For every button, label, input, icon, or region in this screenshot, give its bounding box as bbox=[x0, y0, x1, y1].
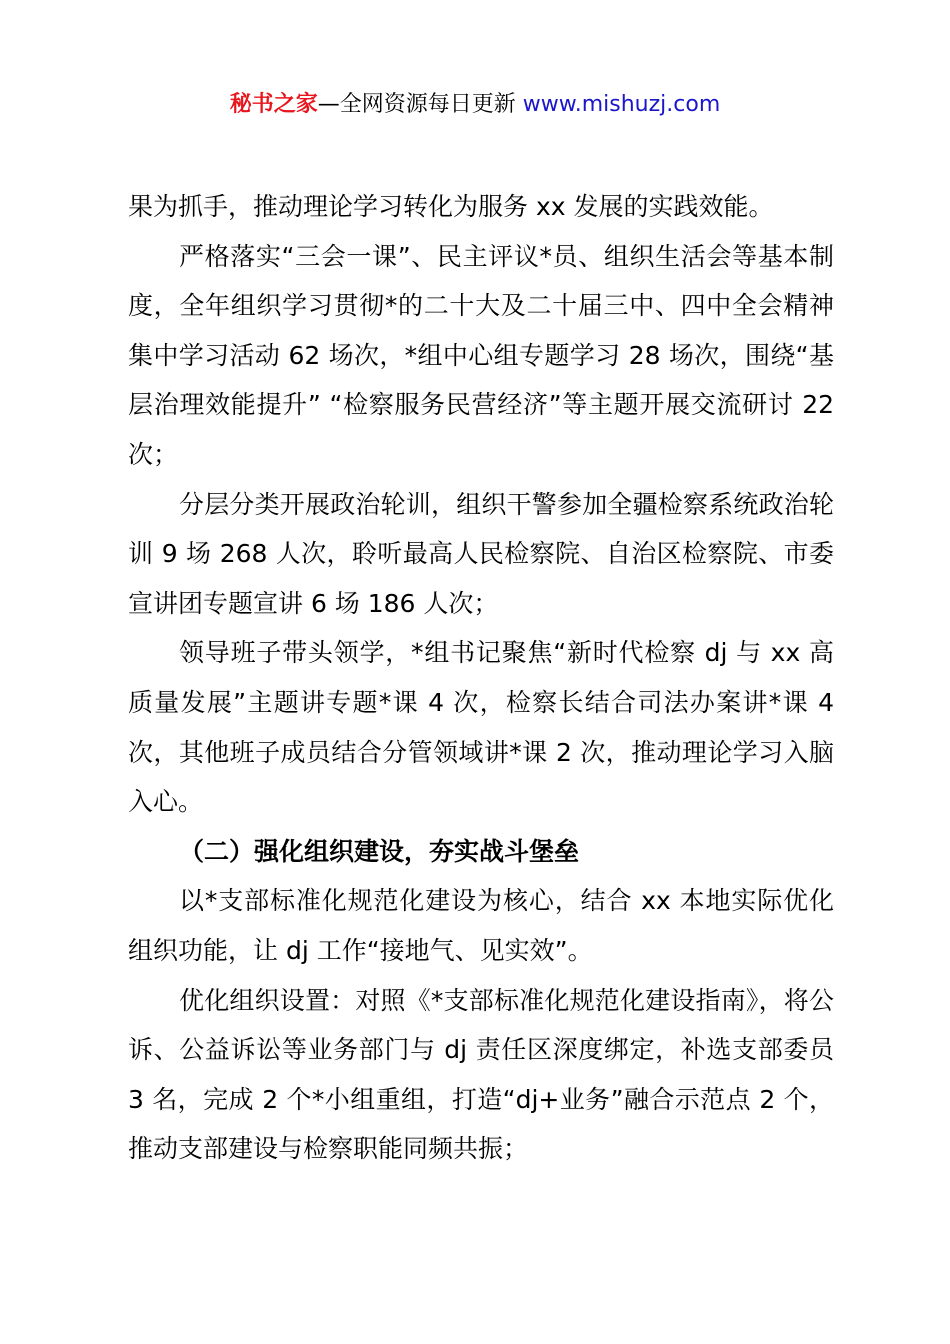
site-tagline: —全网资源每日更新 bbox=[317, 92, 516, 117]
site-name: 秘书之家 bbox=[229, 92, 318, 117]
document-body bbox=[128, 182, 834, 1174]
site-url-link[interactable]: www.mishuzj.com bbox=[522, 92, 721, 117]
paragraph-continuation: 果为抓手，推动理论学习转化为服务 xx 发展的实践效能。 bbox=[128, 192, 774, 221]
paragraph-branch-standardization: 以*支部标准化规范化建设为核心，结合 xx 本地实际优化组织功能，让 dj 工作“接地气、见实效”。 bbox=[128, 886, 834, 965]
paragraph-study-system: 严格落实“三会一课”、民主评议*员、组织生活会等基本制度，全年组织学习贯彻*的二十大及二十届三中、四中全会精神集中学习活动 62 场次，*组中心组专题学习 28 场次，围绕“基层治理效能提升” “检察服务民营经济”等主题开展交流研讨 22 次； bbox=[128, 241, 834, 469]
section-heading: （二）强化组织建设，夯实战斗堡垒 bbox=[179, 836, 580, 866]
site-header bbox=[0, 88, 950, 122]
paragraph-organization-setup: 优化组织设置：对照《*支部标准化规范化建设指南》，将公诉、公益诉讼等业务部门与 dj 责任区深度绑定，补选支部委员 3 名，完成 2 个*小组重组，打造“dj+业务”融合示范点 2 个，推动支部建设与检察职能同频共振； bbox=[128, 985, 834, 1164]
paragraph-leadership-study: 领导班子带头领学，*组书记聚焦“新时代检察 dj 与 xx 高质量发展”主题讲专题*课 4 次，检察长结合司法办案讲*课 4 次，其他班子成员结合分管领域讲*课 2 次，推动理论学习入脑入心。 bbox=[128, 638, 834, 817]
paragraph-political-training: 分层分类开展政治轮训，组织干警参加全疆检察系统政治轮训 9 场 268 人次，聆听最高人民检察院、自治区检察院、市委宣讲团专题宣讲 6 场 186 人次； bbox=[128, 489, 834, 618]
